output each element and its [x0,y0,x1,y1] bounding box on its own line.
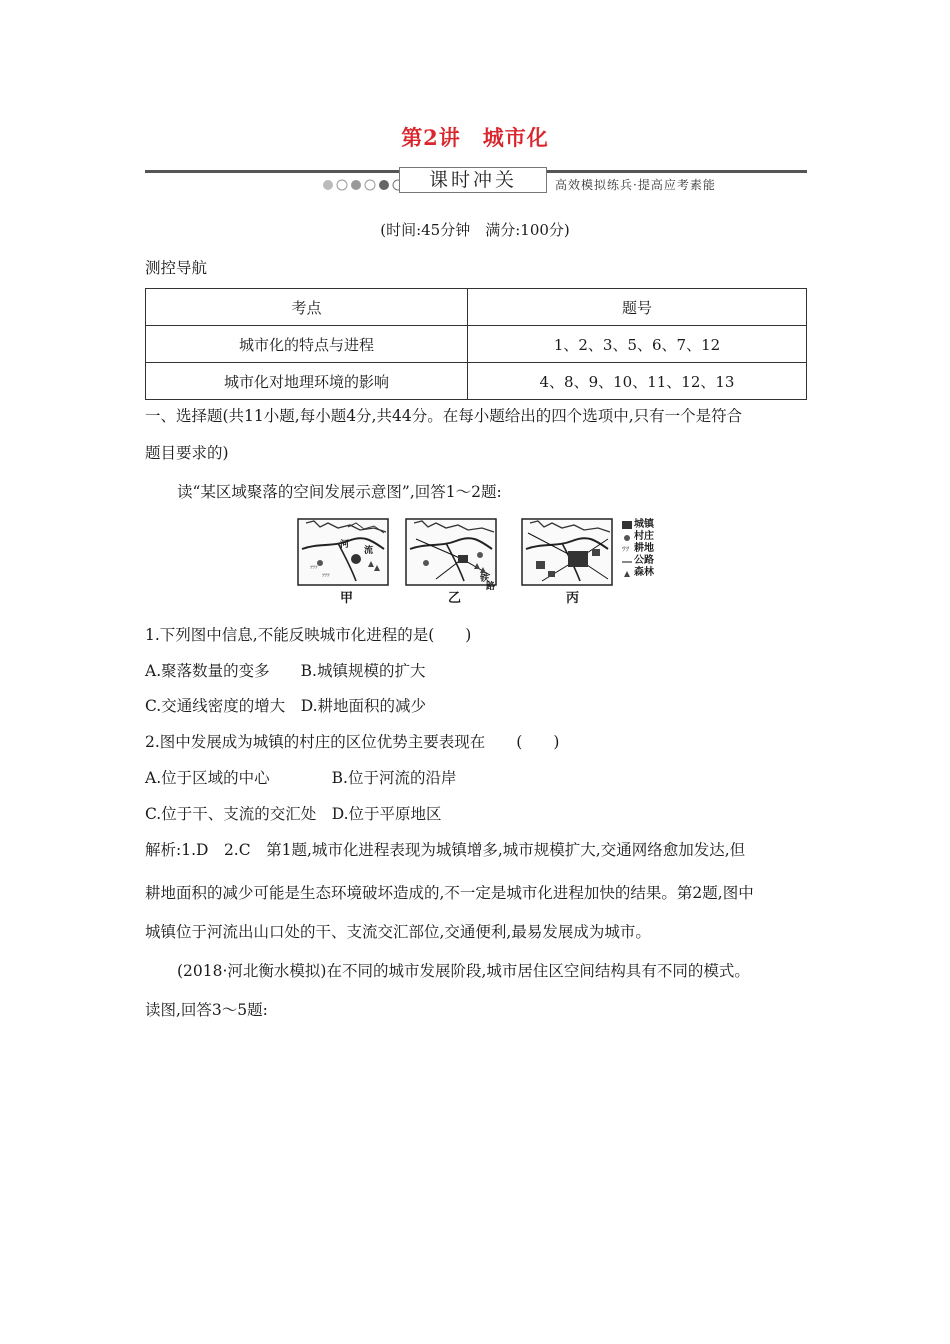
nav-table-header [146,289,807,326]
svg-text:ﾂﾂ: ﾂﾂ [622,545,629,553]
analysis-line3: 城镇位于河流出山口处的干、支流交汇部位,交通便利,最易发展成为城市。 [145,923,651,941]
svg-text:ﾂﾂﾂ: ﾂﾂﾂ [322,573,330,579]
table-cell: 城市化的特点与进程 [146,326,468,363]
table-row [146,326,807,363]
figure-intro: 读“某区域聚落的空间发展示意图”,回答1～2题: [177,483,502,501]
legend-label: 森林 [634,567,654,578]
panel-label: 丙 [566,591,580,606]
next-intro-line2: 读图,回答3～5题: [145,1001,268,1019]
table-cell: 1、2、3、5、6、7、12 [468,326,807,363]
map-label: 流 [364,546,374,556]
svg-text:ﾂﾂﾂ: ﾂﾂﾂ [310,565,318,571]
map-label: 路 [486,582,496,592]
next-intro-line1: (2018·河北衡水模拟)在不同的城市发展阶段,城市居住区空间结构具有不同的模式。 [177,962,750,980]
q2-options-cd: C.位于干、支流的交汇处 D.位于平原地区 [145,805,442,823]
q1-stem: 1.下列图中信息,不能反映城市化进程的是( ) [145,626,472,644]
analysis-line2: 耕地面积的减少可能是生态环境破坏造成的,不一定是城市化进程加快的结果。第2题,图中 [145,884,754,902]
page-title: 第2讲 城市化 [401,125,549,150]
map-label: 铁 [480,574,490,584]
q1-options-ab: A.聚落数量的变多 B.城镇规模的扩大 [145,662,426,680]
map-label: 河 [340,540,350,550]
legend-label: 公路 [634,555,654,566]
section-intro-line2: 题目要求的) [145,444,229,462]
table-row [146,363,807,400]
q2-options-ab: A.位于区域的中心 B.位于河流的沿岸 [145,769,457,787]
q2-stem: 2.图中发展成为城镇的村庄的区位优势主要表现在 ( ) [145,733,560,751]
exam-meta: (时间:45分钟 满分:100分) [380,221,570,239]
nav-table [145,288,807,400]
analysis-line1: 解析:1.D 2.C 第1题,城市化进程表现为城镇增多,城市规模扩大,交通网络愈加发达,但 [145,841,746,859]
map-legend [622,521,632,577]
legend-label: 城镇 [634,519,654,530]
legend-label: 村庄 [634,531,654,542]
section-banner [145,166,807,196]
map-panel-bing [522,519,612,585]
map-panel-jia [298,519,388,585]
banner-slogan: 高效模拟练兵·提高应考素能 [555,178,716,192]
banner-label: 课时冲关 [399,167,547,193]
q1-options-cd: C.交通线密度的增大 D.耕地面积的减少 [145,697,427,715]
nav-title: 测控导航 [145,259,208,277]
section-intro-line1: 一、选择题(共11小题,每小题4分,共44分。在每小题给出的四个选项中,只有一个是符合 [145,407,743,425]
settlement-figure [296,517,666,605]
panel-label: 乙 [448,591,462,606]
table-cell: 4、8、9、10、11、12、13 [468,363,807,400]
header-cell: 考点 [146,289,468,326]
table-cell: 城市化对地理环境的影响 [146,363,468,400]
legend-label: 耕地 [634,543,654,554]
header-cell: 题号 [468,289,807,326]
panel-label: 甲 [340,591,354,606]
